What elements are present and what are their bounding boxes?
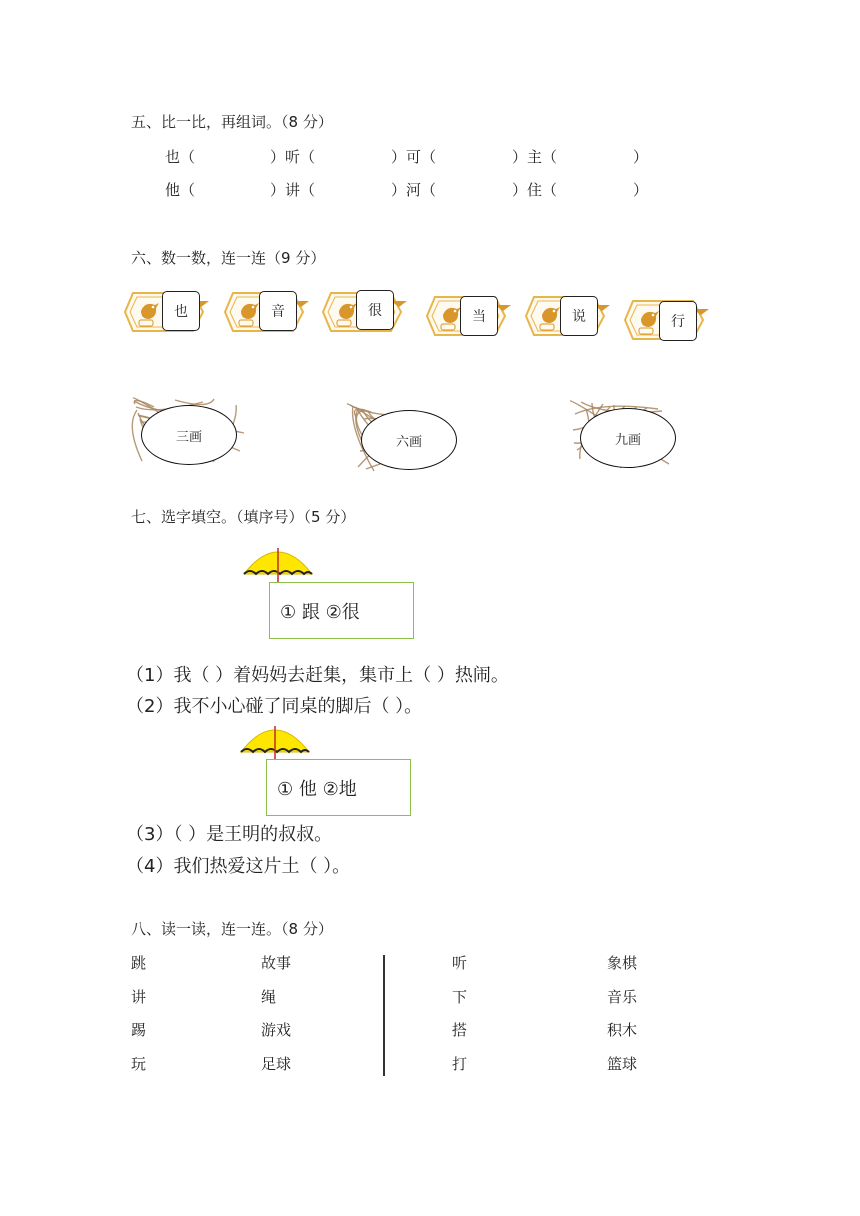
match-item[interactable]: 象棋 — [607, 954, 638, 972]
character-card[interactable] — [623, 297, 709, 343]
section6-heading: 六、数一数，连一连（9 分） — [131, 249, 326, 267]
word-cell: ） — [633, 181, 649, 199]
section7-heading: 七、选字填空。（填序号）（5 分） — [131, 508, 356, 526]
option-text: ① 跟 ②很 — [280, 601, 360, 623]
word-cell: ）主（ — [512, 148, 558, 166]
option-box — [269, 582, 414, 639]
character-card[interactable] — [123, 289, 209, 335]
match-item[interactable]: 讲 — [131, 988, 147, 1006]
character-label: 当 — [460, 296, 498, 336]
match-item[interactable]: 故事 — [261, 954, 292, 972]
question-4: （4）我们热爱这片土（ ）。 — [126, 856, 351, 877]
character-label: 音 — [259, 291, 297, 331]
word-cell: ）可（ — [391, 148, 437, 166]
section8-heading: 八、读一读，连一连。（8 分） — [131, 920, 333, 938]
match-item[interactable]: 游戏 — [261, 1021, 292, 1039]
question-1: （1）我（ ）着妈妈去赶集，集市上（ ）热闹。 — [126, 665, 509, 686]
word-cell: 也（ — [165, 148, 196, 166]
match-item[interactable]: 玩 — [131, 1055, 147, 1073]
nest-target[interactable] — [343, 398, 461, 476]
word-cell: ）听（ — [270, 148, 316, 166]
stroke-count-label: 三画 — [141, 405, 237, 465]
match-item[interactable]: 绳 — [261, 988, 277, 1006]
umbrella-icon — [239, 722, 311, 764]
character-label: 也 — [162, 291, 200, 331]
word-cell: ） — [633, 148, 649, 166]
question-2: （2）我不小心碰了同桌的脚后（ ）。 — [126, 696, 423, 717]
stroke-count-label: 九画 — [580, 408, 676, 468]
option-text: ① 他 ②地 — [277, 778, 357, 800]
character-card[interactable] — [524, 293, 610, 339]
character-card[interactable] — [223, 289, 309, 335]
section5-heading: 五、比一比，再组词。（8 分） — [131, 113, 333, 131]
column-divider — [383, 955, 385, 1076]
word-cell: ）河（ — [391, 181, 437, 199]
match-item[interactable]: 跳 — [131, 954, 147, 972]
character-card[interactable] — [425, 293, 511, 339]
match-item[interactable]: 音乐 — [607, 988, 638, 1006]
match-item[interactable]: 打 — [452, 1055, 468, 1073]
word-cell: ）住（ — [512, 181, 558, 199]
question-3: （3）（ ）是王明的叔叔。 — [126, 824, 333, 845]
character-label: 说 — [560, 296, 598, 336]
nest-target[interactable] — [129, 392, 249, 468]
word-cell: 他（ — [165, 181, 196, 199]
stroke-count-label: 六画 — [361, 410, 457, 470]
match-item[interactable]: 听 — [452, 954, 468, 972]
character-label: 行 — [659, 301, 697, 341]
character-card[interactable] — [321, 289, 407, 335]
match-item[interactable]: 足球 — [261, 1055, 292, 1073]
option-box — [266, 759, 411, 816]
umbrella-icon — [242, 544, 314, 586]
match-item[interactable]: 积木 — [607, 1021, 638, 1039]
match-item[interactable]: 下 — [452, 988, 468, 1006]
match-item[interactable]: 篮球 — [607, 1055, 638, 1073]
character-label: 很 — [356, 290, 394, 330]
match-item[interactable]: 搭 — [452, 1021, 468, 1039]
match-item[interactable]: 踢 — [131, 1021, 147, 1039]
word-cell: ）讲（ — [270, 181, 316, 199]
nest-target[interactable] — [566, 395, 676, 473]
